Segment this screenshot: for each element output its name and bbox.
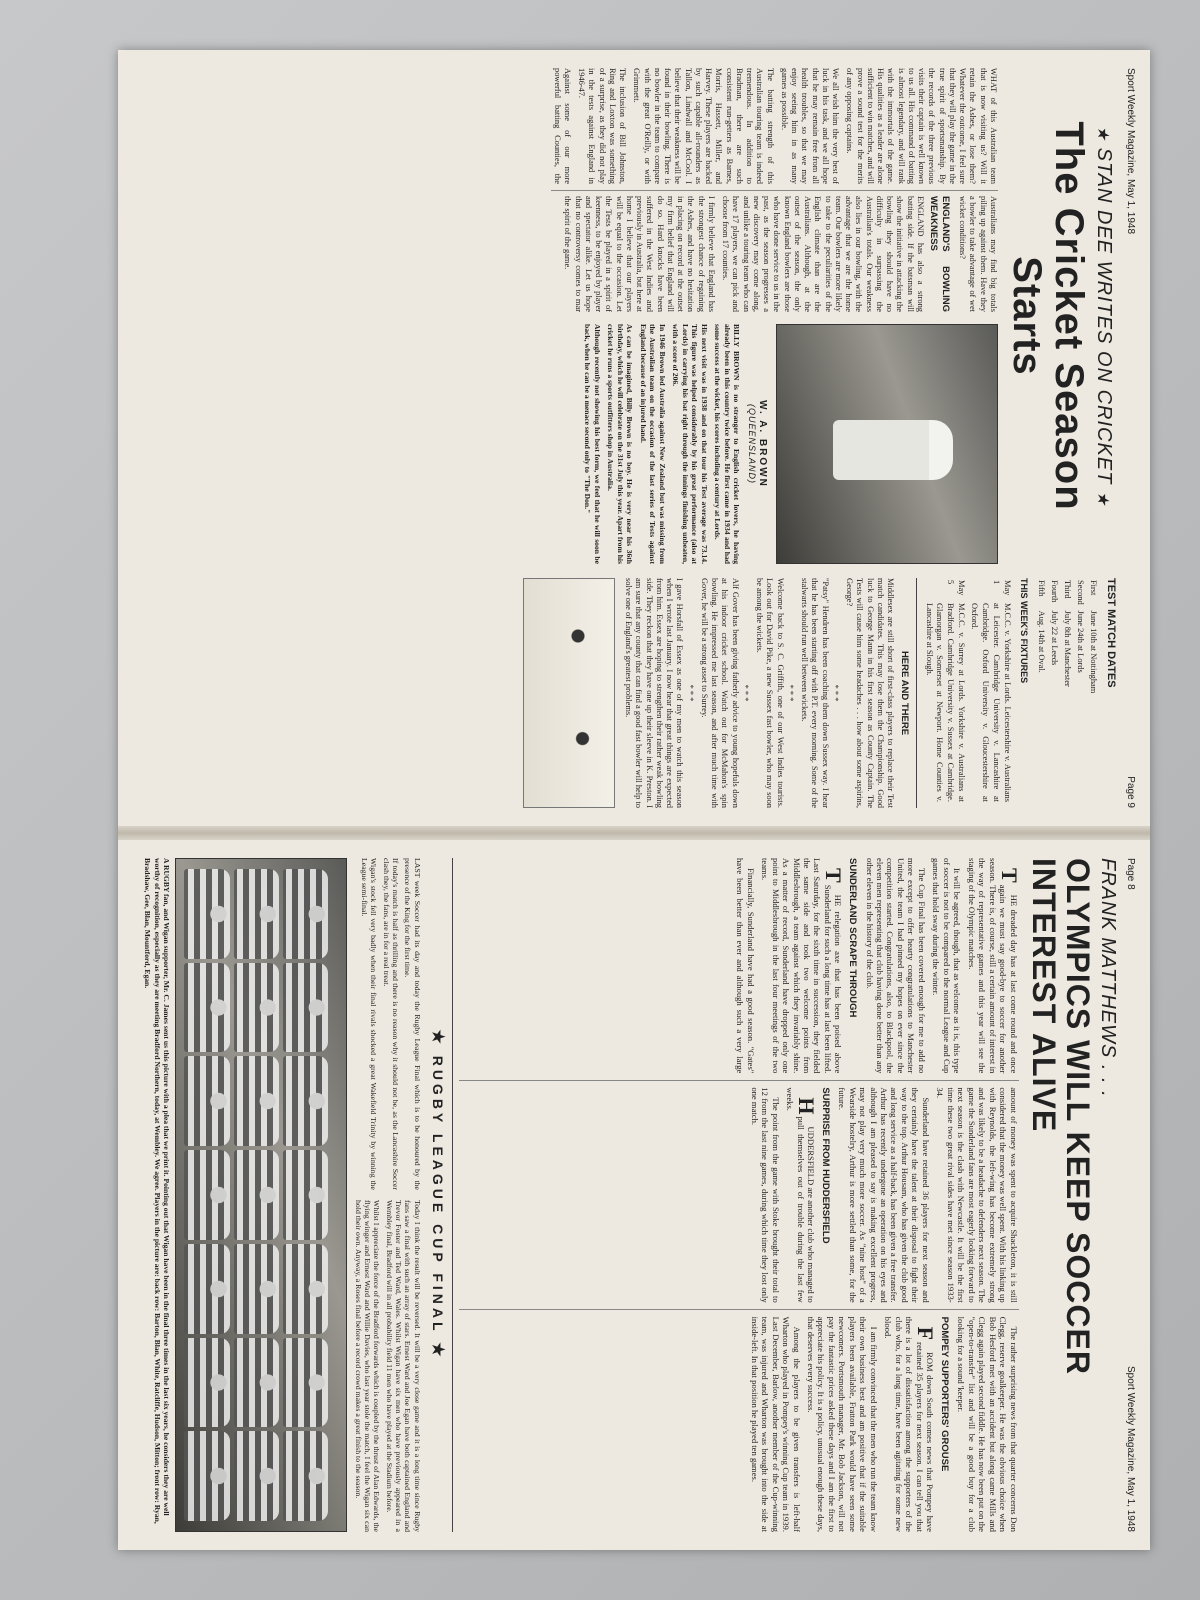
table-row <box>1061 580 1072 697</box>
byline-text: STAN DEE WRITES ON CRICKET <box>1093 147 1115 485</box>
sidebar <box>523 578 1121 808</box>
table-row <box>1048 580 1059 697</box>
paragraph: Wigan's stock fell very badly when their final rivals shocked a great Wakefield Trinity by winning the League semi-final. <box>360 858 379 1190</box>
byline: FRANK MATTHEWS . . . <box>1097 858 1119 1098</box>
paragraph: If today's match is half as thrilling and there is no reason why it should not be, as the Lancashire Soccer clash they, the fans, are in for a real treat. <box>381 858 401 1190</box>
table-row <box>1035 580 1046 697</box>
page-number: Page 9 <box>1125 776 1136 808</box>
paragraph: I firmly believe that England has the strongest chance of regaining the Ashes, and have no hesitation in placing on record at the outset my firm belief that England will do so. Hard knocks have been suffered in the West Indies and previously in Australia, but here at home I believe that our players will be equal to the occasion. Let the Tests be played in a spirit of keenness, to be enjoyed by player and spectator alike. Let us hope that no controversy comes to mar the spirit of the game. <box>563 196 716 312</box>
brown-profile <box>583 324 741 564</box>
paragraph: Financially, Sunderland have had a good season. "Gates" have been better than ever and although such a very large amount of money was spent to acquire Shackleton, it is still considered that the money was well spent. With his linking up with Reynolds, the left-wing has become extremely strong and was likely to be a headache to defenders next season. The game the Sunderland fans are most eagerly looking forward to next season is the clash with Newcastle. It will be the first time these two great rival sides have met since season 1933-34. <box>735 858 1019 1303</box>
subheading: SURPRISE FROM HUDDERSFIELD <box>819 1087 831 1244</box>
paragraph: I gave Horsfall of Essex as one of my men to watch this season when I wrote last January. I now hear that great things are expected from him. Essex are hoping to strengthen their rather weak bowling side. They reckon that they have one up their sleeve in K. Preston. I am sure that any county that can find a good fast bowler will help to solve one of England's greatest problems. <box>624 578 685 808</box>
rugby-heading-text: RUGBY LEAGUE CUP FINAL <box>429 1055 446 1335</box>
fixtures-table <box>921 578 1014 808</box>
headline: OLYMPICS WILL KEEP SOCCER INTEREST ALIVE <box>1026 858 1096 1375</box>
table-row <box>968 580 1012 806</box>
headline: The Cricket Season Starts <box>1005 121 1091 511</box>
player-state: (QUEENSLAND) <box>747 403 757 484</box>
right-folio <box>1125 68 1136 808</box>
test-number: Fourth <box>1049 580 1059 603</box>
player-name: W. A. BROWN <box>757 400 768 488</box>
star-icon: ★ <box>1094 125 1111 142</box>
paragraph: His next visit was in 1938 and on that tour his Test average was 73.14. This figure was helped considerably by his great performance (also at Lords) in carrying his bat right through the innings finishing unbeaten, with a score of 206. <box>671 324 709 564</box>
paragraph: FROM down South comes news that Pompey have retained 35 players for next season. I can tell you that there is a lot of dissatisfaction among the supporters of the club who, for a long time, have been agitating for some new blood. <box>883 1316 939 1532</box>
paragraph: Among the players to be given transfers is left-half Wharton who played in Pompey's winning Cup team in 1939. Last December, Barlow, another member of the Cup-winning team, was injured and Wharton was brought into the side at inside-left. In that position he played ten games. <box>749 1316 802 1532</box>
subheading: SUNDERLAND SCRAPE THROUGH <box>847 858 859 1018</box>
fixture-date: May 5 <box>946 580 967 596</box>
paragraph: Sunderland have retained 36 players for next season and they certainly have the talent at their disposal to fight their way to the top. Arthur Housam, who has given the club good and long service as a half-back, has been given a free transfer. Arthur has recently undergone an operation on his eyes and although I am pleased to say is making excellent progress, may not play very much more soccer. As "nine host" of a Wearside hostelry, Arthur is more settled than some, for the future. <box>837 1087 931 1303</box>
paragraph: The point from the game with Stoke brought their total to 12 from the last nine games, during which time they lost only one match. <box>749 1087 781 1303</box>
divider <box>916 578 917 808</box>
rugby-heading <box>428 858 453 1532</box>
batsman-photo <box>776 324 998 564</box>
test-number: Second <box>1075 580 1085 605</box>
paragraph: LAST week Soccer had its day and today the Rugby League Final which is to be honoured by the presence of the King for the first time. <box>403 858 422 1190</box>
test-number: Fifth <box>1036 580 1046 597</box>
test-number: First <box>1088 580 1098 596</box>
fixture-list: M.C.C. v. Surrey at Lords. Yorkshire v. Australians at Bradford. Cambridge University v. Sussex at Cambridge. Glamorgan v. Somerset at Newport. Home Counties v. Lancashire at Slough. <box>924 602 967 802</box>
paragraph: As can be imagined, Billy Brown is no boy. He is very near his 36th birthday, which he will celebrate on the 31st July this year. Apart from his cricket he runs a sports outfitters shop in Australia. <box>606 324 635 564</box>
test-dates-title: TEST MATCH DATES <box>1105 578 1117 688</box>
table-row <box>1074 580 1085 697</box>
star-icon: ★ <box>428 1029 446 1048</box>
left-page <box>118 840 1150 1550</box>
rugby-body <box>353 858 421 1532</box>
paragraph: THE relegation axe that has been poised above Sunderland for such a long time has at last been lifted. Last Saturday, for the sixth time in succession, they fielded the same side and took two welcome points from Middlesbrough, a team against which they invariably shine. As a matter of record, Sunderland have dropped only one point to Middlesbrough in the last four meetings of the two teams. <box>760 858 847 1074</box>
test-date: July 22 at Leeds <box>1049 610 1059 666</box>
paragraph: Although recently not showing his best form, we feel that he will soon be back, when he can be a menace second only to "The Don." <box>583 324 602 564</box>
article-body <box>459 858 1022 1532</box>
paragraph: Against some of our more powerful batting Counties, the Australians may find big totals piling up against them. Have they a bowler to take advantage of wet wicket conditions? <box>552 68 998 312</box>
test-date: July 8th at Manchester <box>1062 610 1072 687</box>
paragraph: Middlesex are still short of first-class players to replace their Test match candidates. This may lose them the Championship. Good luck to George Mann in his first season as County Captain. The Tests will cause him some headaches . . . how about some aspirins, George? <box>845 578 896 808</box>
paragraph: It will be agreed, though, that as welcome as it is, this type of soccer is not to be compared to the normal League and Cup games that hold sway during the winter. <box>931 858 963 1074</box>
subheading: POMPEY SUPPORTERS' GROUSE <box>938 1316 950 1472</box>
page-number: Page 8 <box>1125 858 1136 890</box>
paragraph: Welcome back to S. C. Griffith, one of our West Indies tourists. Look out for David Pike, a new Sussex fast bowler, who may soon be among the wickets. <box>755 578 785 808</box>
cricket-cartoon <box>523 578 615 808</box>
separator: * * * <box>830 684 840 702</box>
paragraph: I am firmly convinced that the men who run the team know their own business best and am positive that if the suitable players been available, Fratton Park would have seen some newcomers. Portsmouth manager, Mr. Bob Jackson, will not pay the fantastic prices asked these days and I am the first to appreciate his policy. It is a policy, unusual enough these days, that deserves every success. <box>806 1316 879 1532</box>
separator: * * * <box>785 684 795 702</box>
paragraph: Alf Gover has been giving fatherly advice to young hopefuls down at his indoor cricket school. Watch out for McMahon's spin bowling. He impressed me last season, and after much time with Gover, he will be a strong asset to Surrey. <box>699 578 740 808</box>
paragraph: The Cup Final has been covered enough for me to add no more except to offer hearty congratulations to Manchester United, the team I had pinned my hopes on ever since the competition started. Congratulations, also, to Blackpool, the eleven men representing that club having done better than any other eleven in the history of the club. <box>864 858 927 1074</box>
byline <box>1092 68 1115 564</box>
separator: * * * <box>685 684 695 702</box>
paragraph: BILLY BROWN is no stranger to English cricket lovers, he having already been in this country twice before. He first came in 1934 and had some success at the wicket, his scores including a century at Lords. <box>713 324 741 564</box>
paragraph: WHAT of this Australian team that is now visiting us? Will it retain the Ashes, or lose them? Whatever the outcome, I feel sure that they will play the game in the true spirit of sportsmanship. By the records of the three previous visits their captain is well known to us all. His command of batting is almost legendary, and will rank with the immortals of the game. His qualities as a leader are alone sufficient to win matches, and will prove a sound test for the merits of any opposing captains. <box>845 68 998 184</box>
separator: * * * <box>740 684 750 702</box>
star-icon: ★ <box>1094 490 1111 507</box>
right-page <box>118 50 1150 826</box>
wigan-team-photo <box>175 858 347 1532</box>
test-date: June 24th at Lords <box>1075 610 1085 673</box>
paragraph: In 1946 Brown led Australia against New Zealand but was missing from the Australian team on the occasion of the last series of Tests against England because of an injured hand. <box>638 324 667 564</box>
spine-fold <box>118 826 1150 840</box>
subheading: HERE AND THERE <box>898 650 910 736</box>
paragraph: The inclusion of Bill Johnston, Ring and Loxton was something of a surprise, as they did not play in the tests against England in 1946-47. <box>577 68 628 184</box>
test-date: June 10th at Nottingham <box>1088 610 1098 694</box>
photo-caption: A RUGBY fan, and Wigan supporter, Mr. C. James sent us this picture with a plea that we print it. Pointing out that Wigan have been in the final three times in the last six years, he considers they are well worthy of recognition, especially as they are meeting Bradford Northern, today, at Wembley. We agree. Players in the picture are: back row: Barton, Blan, White, Ratcliffe, Hudson, Mitton; front row: Ryan, Bradshaw, Gee, Blan, Mountford, Egan. <box>143 858 172 1524</box>
star-icon: ★ <box>428 1342 446 1361</box>
test-dates-table <box>1033 578 1100 699</box>
paragraph: Today I think the result will be reversed. It will be a very close game and it is a long time since Rugby fans saw a final with such an array of stars. Ernest Ward and Joe Egan have both captained England and Trevor Foster and Ted Ward, Wales. Whilst Wigan have six men who have previously appeared in a Wembley final, Bradford will in all probability field 11 men who have played at the Stadium before. <box>384 1200 422 1532</box>
left-folio <box>1125 858 1136 1532</box>
table-row <box>923 580 967 806</box>
paragraph: THE dreaded day has at last come round and once again we must say good-bye to soccer for another season. There is, of course, still a certain amount of interest in the way of representative games and this year will see the staging of the Olympic matches. <box>966 858 1022 1074</box>
fixture-list: M.C.C. v. Yorkshire at Lords. Leicestershire v. Australians at Leicester. Cambridge University v. Lancashire at Cambridge. Oxford University v. Gloucestershire at Oxford. <box>970 602 1013 802</box>
article-body <box>552 68 999 312</box>
table-row <box>1087 580 1098 697</box>
fixtures-title: THIS WEEK'S FIXTURES <box>1018 578 1029 684</box>
photo-name <box>747 324 768 564</box>
masthead: Sport Weekly Magazine, May 1, 1948 <box>1125 1365 1136 1532</box>
paragraph: Whilst I appreciate the force of the Bradford forwards which is coupled by the thrust of Alan Edwards, the flying winger and Ernest Ward and Willie Davies, who last year stole the match, I feel the Wigan six can hold their own. Anyway, a Roses final before a record crowd makes a great finish to the season. <box>353 1200 382 1532</box>
paragraph: We all wish him the very best of luck in his task, and we all hope that he may remain free from all health troubles, so that we may enjoy seeing him in as many games as possible. <box>780 68 841 184</box>
fixture-date: May 1 <box>992 580 1013 596</box>
masthead: Sport Weekly Magazine, May 1, 1948 <box>1125 68 1136 235</box>
test-number: Third <box>1062 580 1072 599</box>
paragraph: The batting strength of this Australian touring team is indeed tremendous. In addition to Bradman, there are such consistent run-getters as Barnes, Morris, Hassett, Miller, and Harvey. These players are backed by such capable all-rounders as Tallon, Lindwall and McCool. I believe that their weakness will be found in their bowling. There is no bowler in the team to compare with the great O'Reilly, or with Grimmett. <box>632 68 775 184</box>
paragraph: HUDDERSFIELD are another club who managed to pull themselves out of trouble during the last few weeks. <box>785 1087 819 1303</box>
paragraph: The rather surprising news from that quarter concerns Don Clegg, reserve goalkeeper. He was the obvious choice when Bob Hesford met with an accident but along came Mills and Clegg again played second fiddle. He has now been put on the "open-to-transfer" list and will be a good buy for a club looking for a sound 'keeper. <box>956 1316 1019 1532</box>
subheading: ENGLAND'S BOWLING WEAKNESS <box>928 196 951 312</box>
test-date: Aug. 14th at Oval. <box>1036 610 1046 673</box>
paragraph: "Patsy" Hendren has been coaching them down Sussex way. I hear that he has been starting off with P.T. every morning. Some of the stalwarts should run well between wickets. <box>800 578 830 808</box>
paragraph: ENGLAND has also a strong batting side. If the batsman will show the initiative in attacking the bowling they should have no difficulty in surpassing the Australian's totals. Our weakness also lies in our bowling, with the advantage that we are the home team. Our bowlers are more likely to take to the peculiarities of the English climate than are the Australians. Although, at the outset of the season, the only known England bowlers are those who have done service to us in the past, as the season progresses a new discovery may come along, and unlike a touring team who can have 17 players, we can pick and choose from 17 counties. <box>721 196 925 312</box>
